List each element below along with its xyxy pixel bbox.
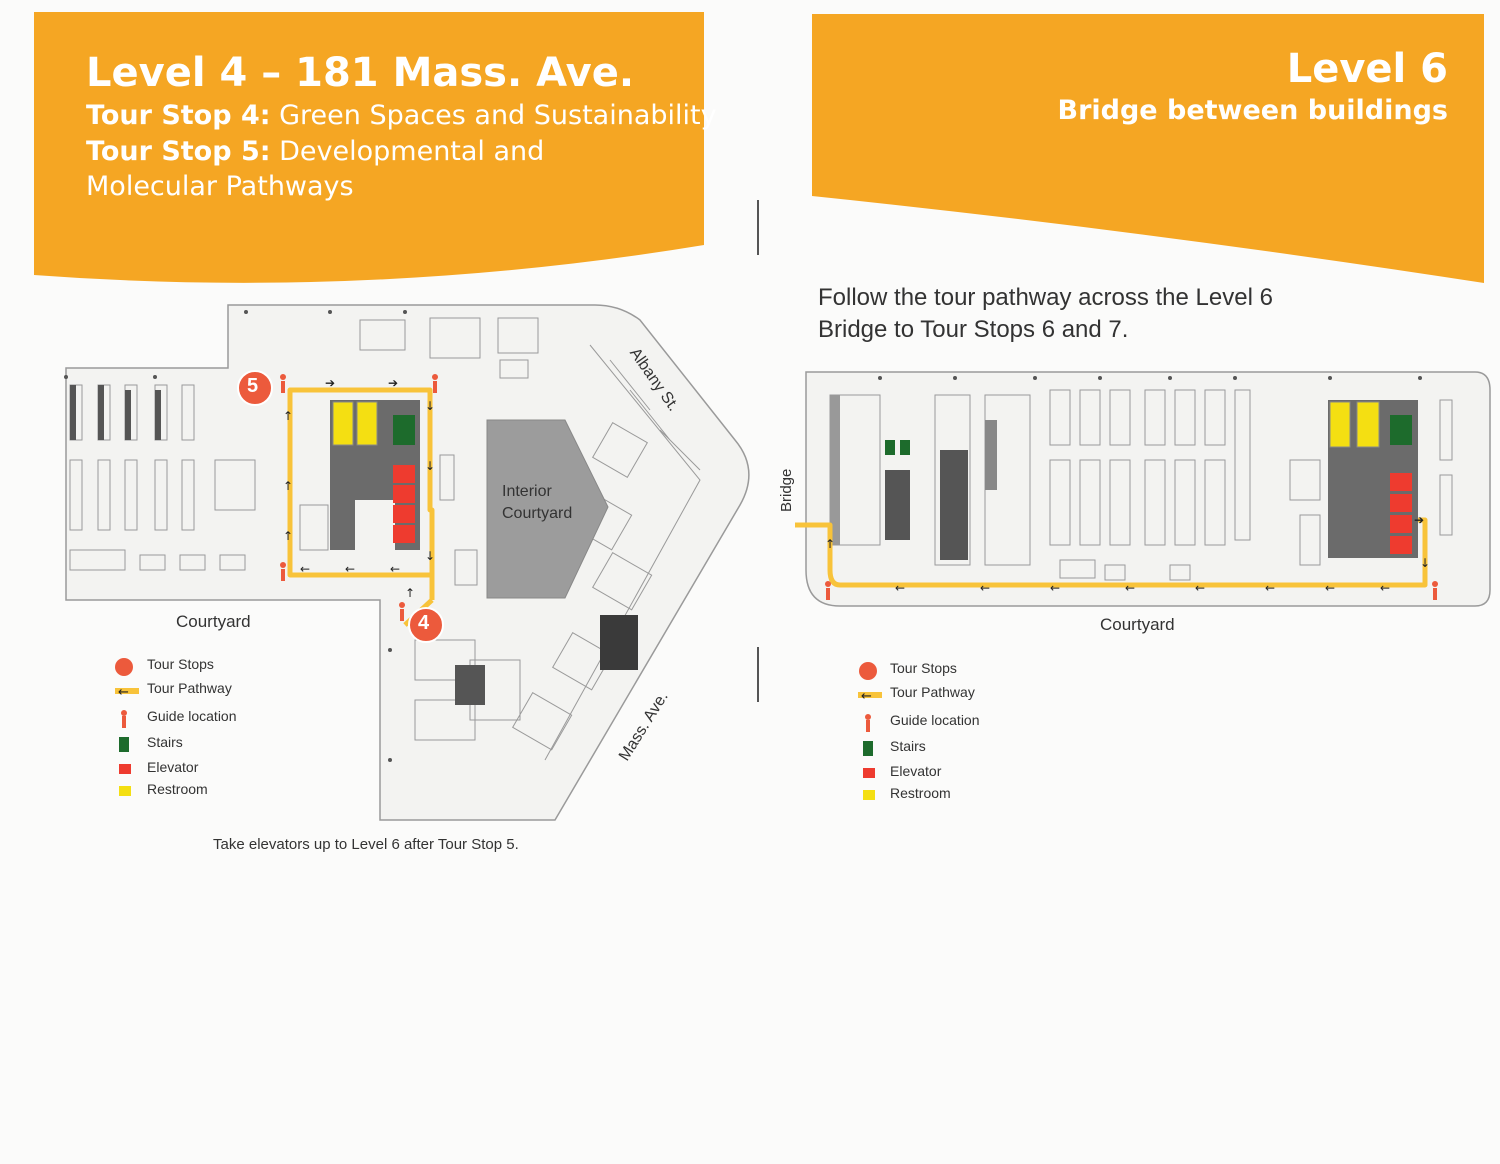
- svg-text:↑: ↑: [825, 537, 836, 551]
- svg-text:←: ←: [118, 685, 129, 700]
- svg-text:↑: ↑: [283, 529, 294, 543]
- svg-text:←: ←: [1125, 581, 1136, 595]
- instruction-line-2: Bridge to Tour Stops 6 and 7.: [818, 316, 1129, 343]
- red-circle-icon: [858, 662, 880, 680]
- svg-text:➔: ➔: [388, 376, 399, 390]
- svg-text:↑: ↑: [283, 409, 294, 423]
- elevator-icon: [858, 765, 880, 783]
- svg-text:↓: ↓: [425, 459, 436, 473]
- stop-5-number: 5: [247, 375, 259, 397]
- svg-text:←: ←: [1195, 581, 1206, 595]
- tour-stop-4-prefix: Tour Stop 4:: [86, 100, 271, 131]
- left-legend: Tour Stops ← Tour Pathway Guide location Stairs Elevator Restroom: [115, 656, 315, 806]
- svg-text:←: ←: [345, 562, 356, 576]
- albany-street-label: Albany St.: [626, 345, 682, 415]
- svg-text:←: ←: [861, 689, 872, 704]
- left-title: Level 4 – 181 Mass. Ave.: [86, 50, 635, 96]
- left-courtyard-label: Courtyard: [176, 612, 251, 631]
- svg-text:←: ←: [300, 562, 311, 576]
- tour-stop-5-title: Developmental and: [279, 136, 545, 167]
- tour-stop-4-title: Green Spaces and Sustainability: [279, 100, 717, 131]
- svg-text:↑: ↑: [283, 479, 294, 493]
- interior-courtyard-label-2: Courtyard: [502, 505, 573, 522]
- elevator-note: Take elevators up to Level 6 after Tour Stop 5.: [213, 836, 519, 853]
- svg-text:↓: ↓: [425, 399, 436, 413]
- svg-text:↓: ↓: [1420, 556, 1431, 570]
- right-courtyard-label: Courtyard: [1100, 615, 1175, 634]
- svg-text:←: ←: [390, 562, 401, 576]
- arrow-pathway-icon: [858, 686, 884, 704]
- svg-text:➔: ➔: [1414, 513, 1425, 527]
- person-icon: [858, 714, 880, 732]
- svg-text:↑: ↑: [405, 586, 416, 600]
- right-legend: Tour Stops ← Tour Pathway Guide location Stairs Elevator Restroom: [858, 660, 1058, 810]
- svg-text:←: ←: [895, 581, 906, 595]
- mass-ave-label: Mass. Ave.: [616, 688, 672, 765]
- bridge-label: Bridge: [778, 468, 795, 512]
- stop-4-number: 4: [418, 612, 430, 634]
- tour-stop-5-prefix: Tour Stop 5:: [86, 136, 271, 167]
- stairs-icon: [858, 740, 880, 758]
- svg-text:←: ←: [1325, 581, 1336, 595]
- svg-text:←: ←: [1050, 581, 1061, 595]
- instruction-line-1: Follow the tour pathway across the Level 6: [818, 284, 1273, 311]
- right-title: Level 6: [1286, 46, 1448, 92]
- tour-stop-5-title-line2: Molecular Pathways: [86, 171, 354, 202]
- svg-text:←: ←: [980, 581, 991, 595]
- svg-text:↓: ↓: [425, 549, 436, 563]
- svg-text:←: ←: [1265, 581, 1276, 595]
- interior-courtyard-label-1: Interior: [502, 483, 552, 500]
- svg-text:←: ←: [1380, 581, 1391, 595]
- restroom-icon: [858, 787, 880, 805]
- right-subtitle: Bridge between buildings: [1057, 95, 1448, 126]
- svg-text:➔: ➔: [325, 376, 336, 390]
